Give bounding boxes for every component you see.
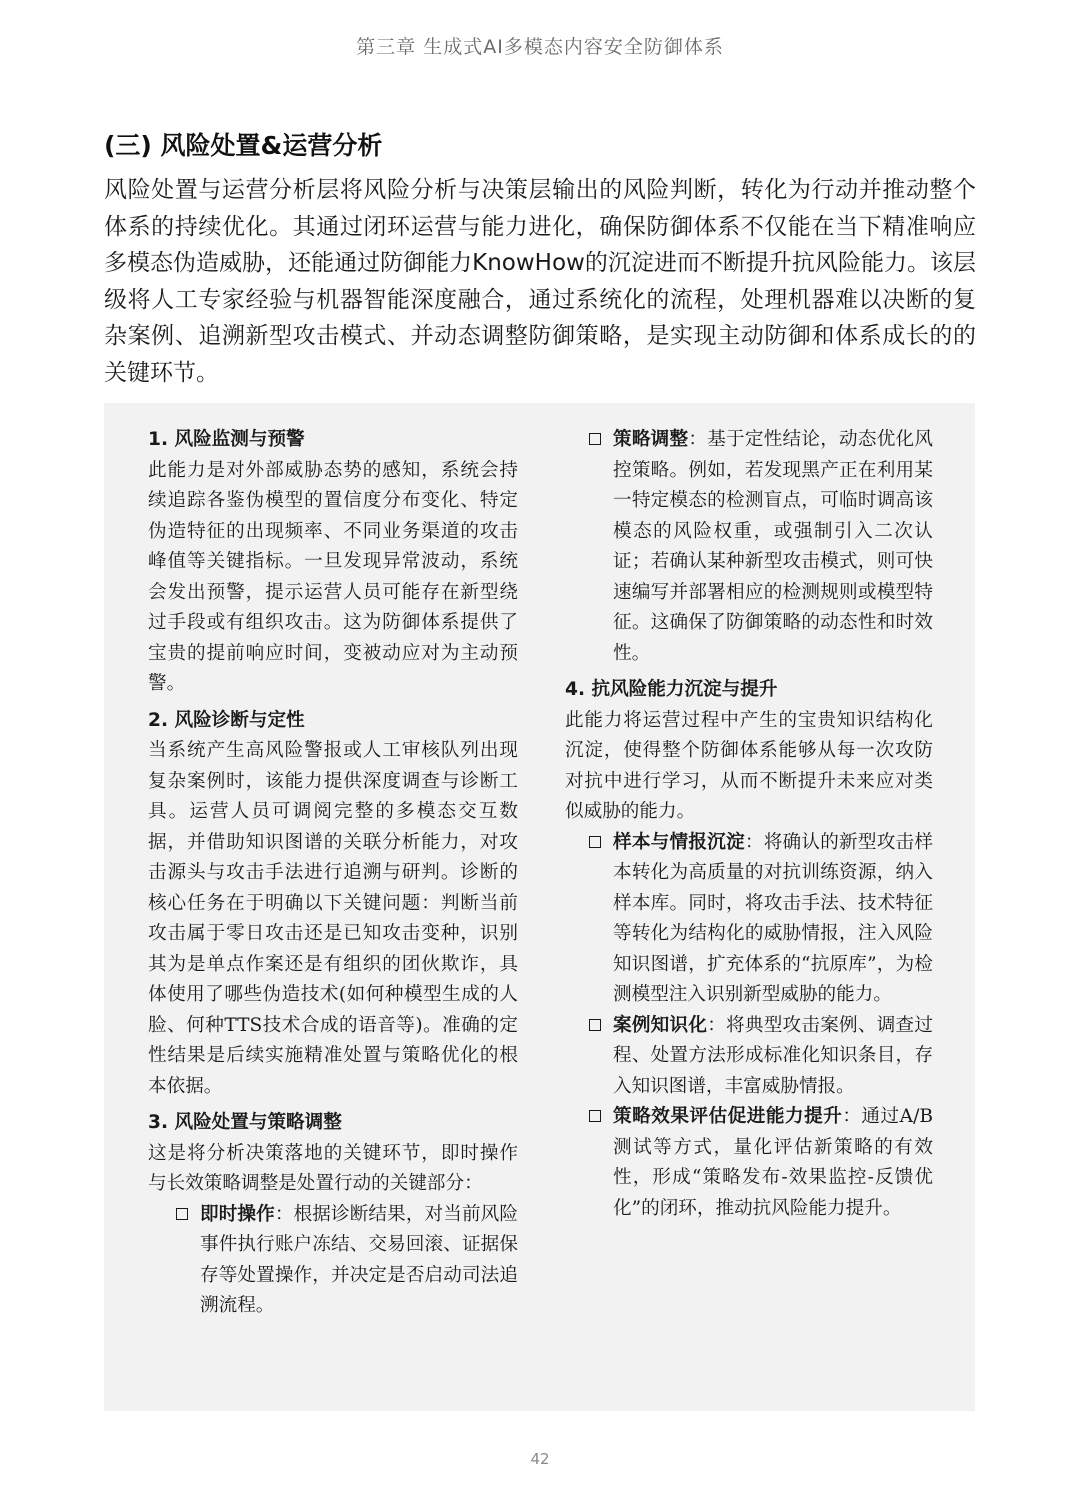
heading-risk-monitoring: 1. 风险监测与预警 bbox=[148, 429, 305, 450]
heading-risk-disposal: 3. 风险处置与策略调整 bbox=[148, 1112, 342, 1133]
checkbox-icon bbox=[589, 836, 601, 848]
section-title: (三) 风险处置&运营分析 bbox=[104, 131, 383, 160]
bullet-strategy-evaluation bbox=[589, 1102, 933, 1224]
bullet-sample-intel bbox=[589, 828, 933, 1011]
right-column bbox=[565, 425, 933, 1224]
text-risk-monitoring: 此能力是对外部威胁态势的感知，系统会持续追踪各鉴伪模型的置信度分布变化、特定伪造特征的出现频率、不同业务渠道的攻击峰值等关键指标。一旦发现异常波动，系统会发出预警，提示运营人员可能存在新型绕过手段或有组织攻击。这为防御体系提供了宝贵的提前响应时间，变被动应对为主动预警。 bbox=[148, 459, 518, 694]
heading-capability-building: 4. 抗风险能力沉淀与提升 bbox=[565, 679, 778, 700]
text-capability-building: 此能力将运营过程中产生的宝贵知识结构化沉淀，使得整个防御体系能够从每一次攻防对抗中进行学习，从而不断提升未来应对类似威胁的能力。 bbox=[565, 709, 933, 822]
bullet-title: 策略效果评估促进能力提升 bbox=[613, 1106, 843, 1127]
bullet-text: ：将典型攻击案例、调查过程、处置方法形成标准化知识条目，存入知识图谱，丰富威胁情报。 bbox=[613, 1014, 933, 1097]
page-number: 42 bbox=[530, 1450, 550, 1468]
text-risk-diagnosis: 当系统产生高风险警报或人工审核队列出现复杂案例时，该能力提供深度调查与诊断工具。运营人员可调阅完整的多模态交互数据，并借助知识图谱的关联分析能力，对攻击源头与攻击手法进行追溯与研判。诊断的核心任务在于明确以下关键问题：判断当前攻击属于零日攻击还是已知攻击变种，识别其为是单点作案还是有组织的团伙欺诈，具体使用了哪些伪造技术(如何种模型生成的人脸、何种TTS技术合成的语音等)。准确的定性结果是后续实施精准处置与策略优化的根本依据。 bbox=[148, 740, 518, 1097]
bullet-case-knowledge bbox=[589, 1011, 933, 1103]
chapter-header: 第三章 生成式AI多模态内容安全防御体系 bbox=[356, 36, 724, 58]
bullet-title: 策略调整 bbox=[613, 429, 689, 450]
heading-risk-diagnosis: 2. 风险诊断与定性 bbox=[148, 709, 305, 731]
checkbox-icon bbox=[589, 1110, 601, 1122]
bullet-title: 样本与情报沉淀 bbox=[613, 831, 745, 853]
bullet-text: ：根据诊断结果，对当前风险事件执行账户冻结、交易回滚、证据保存等处置操作，并决定是否启动司法追溯流程。 bbox=[200, 1203, 518, 1316]
bullet-text: ：将确认的新型攻击样本转化为高质量的对抗训练资源，纳入样本库。同时，将攻击手法、技术特征等转化为结构化的威胁情报，注入风险知识图谱，扩充体系的“抗原库”，为检测模型注入识别新型威胁的能力。 bbox=[613, 831, 933, 1005]
bullet-immediate-action bbox=[176, 1200, 518, 1322]
checkbox-icon bbox=[176, 1208, 188, 1220]
bullet-text: ：通过A/B测试等方式，量化评估新策略的有效性，形成“策略发布-效果监控-反馈优化”的闭环，推动抗风险能力提升。 bbox=[613, 1106, 933, 1219]
text-risk-disposal: 这是将分析决策落地的关键环节，即时操作与长效策略调整是处置行动的关键部分： bbox=[148, 1142, 518, 1194]
checkbox-icon bbox=[589, 433, 601, 445]
bullet-strategy-adjust bbox=[589, 425, 933, 669]
section-intro: 风险处置与运营分析层将风险分析与决策层输出的风险判断，转化为行动并推动整个体系的持续优化。其通过闭环运营与能力进化，确保防御体系不仅能在当下精准响应多模态伪造威胁，还能通过防御能力KnowHow的沉淀进而不断提升抗风险能力。该层级将人工专家经验与机器智能深度融合，通过系统化的流程，处理机器难以决断的复杂案例、追溯新型攻击模式、并动态调整防御策略，是实现主动防御和体系成长的的关键环节。 bbox=[104, 177, 976, 386]
bullet-title: 案例知识化 bbox=[613, 1014, 708, 1036]
bullet-title: 即时操作 bbox=[200, 1203, 275, 1225]
left-column bbox=[148, 425, 518, 1322]
bullet-text: ：基于定性结论，动态优化风控策略。例如，若发现黑产正在利用某一特定模态的检测盲点，可临时调高该模态的风险权重，或强制引入二次认证；若确认某种新型攻击模式，则可快速编写并部署相应的检测规则或模型特征。这确保了防御策略的动态性和时效性。 bbox=[613, 429, 933, 664]
checkbox-icon bbox=[589, 1019, 601, 1031]
